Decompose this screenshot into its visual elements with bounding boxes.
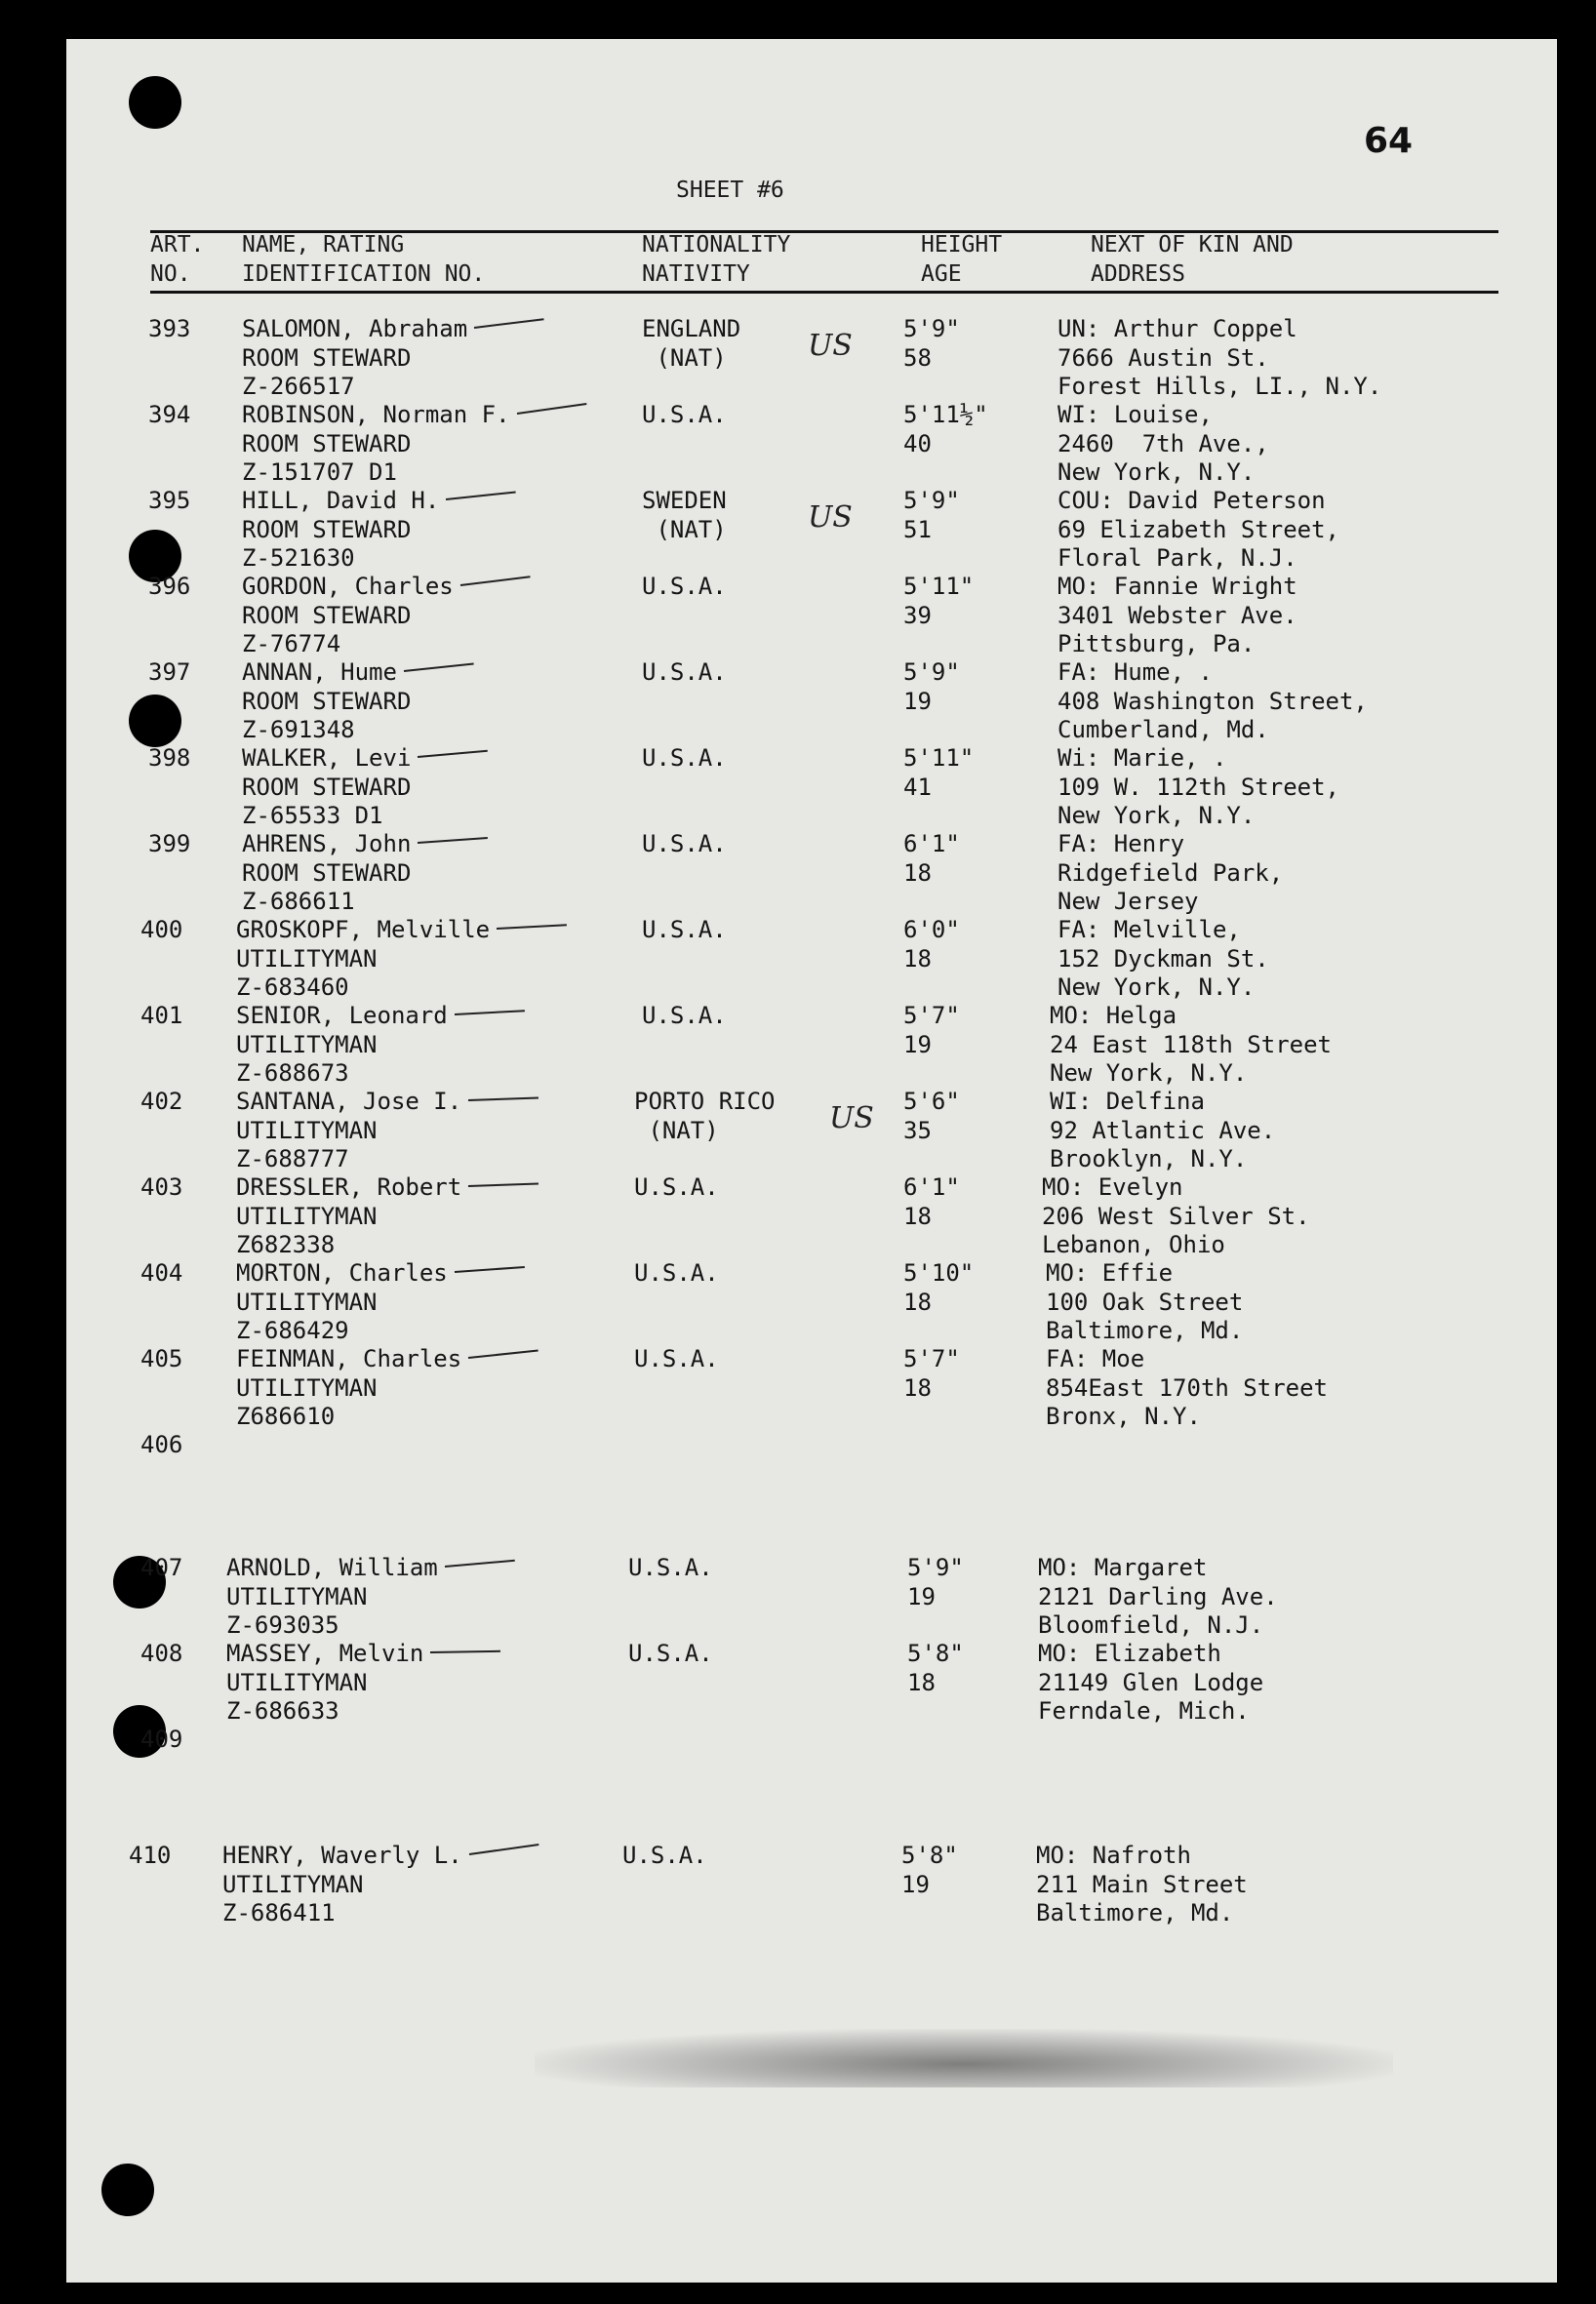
art-number: 407 [140,1554,183,1581]
col-header-next-of-kin: NEXT OF KIN AND ADDRESS [1091,232,1294,287]
page-number: 64 [1364,121,1414,161]
next-of-kin-address: FA: Moe 854East 170th Street Bronx, N.Y. [1046,1345,1328,1430]
pencil-tick-mark [474,318,544,329]
art-number: 394 [148,401,191,428]
height-age: 5'7" 19 [903,1002,960,1058]
art-number: 404 [140,1259,183,1287]
handwritten-annotation: US [808,500,853,535]
pencil-tick-mark [403,662,473,672]
pencil-tick-mark [468,1844,539,1855]
art-number: 400 [140,916,183,943]
table-row [66,315,1557,403]
table-row [66,1842,1557,1929]
handwritten-annotation: US [829,1101,874,1135]
name-rating-id: ANNAN, Hume ROOM STEWARD Z-691348 [242,658,412,743]
handwritten-annotation: US [808,329,853,363]
name-rating-id: WALKER, Levi ROOM STEWARD Z-65533 D1 [242,744,412,829]
name-rating-id: DRESSLER, Robert UTILITYMAN Z682338 [236,1173,462,1258]
art-number: 402 [140,1088,183,1115]
next-of-kin-address: MO: Effie 100 Oak Street Baltimore, Md. [1046,1259,1244,1344]
table-row [66,744,1557,832]
art-number: 409 [140,1726,183,1753]
table-row [66,1431,1557,1519]
nationality: U.S.A. [634,1345,719,1372]
art-number: 408 [140,1640,183,1667]
art-number: 399 [148,830,191,857]
col-header-nationality: NATIONALITY NATIVITY [642,232,791,287]
nationality: U.S.A. [634,1259,719,1287]
next-of-kin-address: MO: Helga 24 East 118th Street New York, N.Y. [1050,1002,1332,1087]
table-row [66,1640,1557,1728]
next-of-kin-address: WI: Delfina 92 Atlantic Ave. Brooklyn, N.Y. [1050,1088,1276,1172]
pencil-tick-mark [454,1266,524,1273]
table-row [66,1173,1557,1261]
name-rating-id: GORDON, Charles ROOM STEWARD Z-76774 [242,573,454,657]
pencil-tick-mark [454,1010,524,1015]
height-age: 5'11" 39 [903,573,975,629]
table-row [66,1002,1557,1090]
table-row [66,487,1557,575]
nationality: U.S.A. [642,830,727,857]
name-rating-id: HENRY, Waverly L. UTILITYMAN Z-686411 [222,1842,462,1927]
nationality: U.S.A. [642,744,727,772]
next-of-kin-address: MO: Margaret 2121 Darling Ave. Bloomfield, N.J. [1038,1554,1278,1639]
nationality: U.S.A. [642,916,727,943]
name-rating-id: HILL, David H. ROOM STEWARD Z-521630 [242,487,440,572]
art-number: 410 [129,1842,172,1869]
art-number: 395 [148,487,191,514]
table-row [66,658,1557,746]
art-number: 393 [148,315,191,342]
pencil-tick-mark [468,1182,539,1187]
col-header-art-no: ART. NO. [150,232,205,287]
next-of-kin-address: WI: Louise, 2460 7th Ave., New York, N.Y. [1057,401,1269,486]
punch-hole [101,2164,154,2216]
name-rating-id: FEINMAN, Charles UTILITYMAN Z686610 [236,1345,462,1430]
nationality: U.S.A. [642,658,727,686]
next-of-kin-address: MO: Evelyn 206 West Silver St. Lebanon, Ohio [1042,1173,1310,1258]
table-row [66,1259,1557,1347]
next-of-kin-address: UN: Arthur Coppel 7666 Austin St. Forest Hills, LI., N.Y. [1057,315,1382,400]
pencil-tick-mark [459,576,530,586]
table-row [66,1088,1557,1175]
col-header-name: NAME, RATING IDENTIFICATION NO. [242,232,486,287]
pencil-tick-mark [444,1560,514,1568]
height-age: 5'11" 41 [903,744,975,801]
punch-hole [129,76,181,129]
nationality: SWEDEN (NAT) [642,487,727,543]
name-rating-id: AHRENS, John ROOM STEWARD Z-686611 [242,830,412,915]
nationality: U.S.A. [628,1640,713,1667]
pencil-tick-mark [468,1096,539,1101]
name-rating-id: SANTANA, Jose I. UTILITYMAN Z-688777 [236,1088,462,1172]
pencil-tick-mark [418,750,488,758]
nationality: U.S.A. [642,401,727,428]
nationality: PORTO RICO (NAT) [634,1088,776,1144]
table-row [66,830,1557,918]
sheet-title: SHEET #6 [676,178,784,203]
table-row [66,401,1557,489]
name-rating-id: MORTON, Charles UTILITYMAN Z-686429 [236,1259,448,1344]
art-number: 398 [148,744,191,772]
nationality: U.S.A. [642,1002,727,1029]
height-age: 5'9" 58 [903,315,960,372]
next-of-kin-address: FA: Henry Ridgefield Park, New Jersey [1057,830,1284,915]
pencil-tick-mark [446,491,516,500]
pencil-tick-mark [497,924,567,930]
art-number: 403 [140,1173,183,1201]
table-row [66,916,1557,1004]
next-of-kin-address: FA: Hume, . 408 Washington Street, Cumberland, Md. [1057,658,1368,743]
table-row [66,573,1557,660]
height-age: 5'11½" 40 [903,401,988,457]
table-row [66,1726,1557,1813]
art-number: 405 [140,1345,183,1372]
next-of-kin-address: Wi: Marie, . 109 W. 112th Street, New York, N.Y. [1057,744,1339,829]
name-rating-id: SENIOR, Leonard UTILITYMAN Z-688673 [236,1002,448,1087]
nationality: U.S.A. [622,1842,707,1869]
ink-smudge [535,2029,1393,2087]
nationality: U.S.A. [628,1554,713,1581]
next-of-kin-address: MO: Elizabeth 21149 Glen Lodge Ferndale, Mich. [1038,1640,1264,1725]
height-age: 5'10" 18 [903,1259,975,1316]
height-age: 5'9" 19 [903,658,960,715]
height-age: 6'1" 18 [903,1173,960,1230]
name-rating-id: MASSEY, Melvin UTILITYMAN Z-686633 [226,1640,424,1725]
art-number: 396 [148,573,191,600]
next-of-kin-address: COU: David Peterson 69 Elizabeth Street, Floral Park, N.J. [1057,487,1339,572]
pencil-tick-mark [430,1650,500,1653]
height-age: 5'9" 51 [903,487,960,543]
document-sheet [66,39,1557,2283]
name-rating-id: ARNOLD, William UTILITYMAN Z-693035 [226,1554,438,1639]
art-number: 406 [140,1431,183,1458]
height-age: 5'8" 18 [907,1640,964,1696]
name-rating-id: GROSKOPF, Melville UTILITYMAN Z-683460 [236,916,491,1001]
pencil-tick-mark [516,403,586,415]
pencil-tick-mark [418,837,488,844]
table-row [66,1345,1557,1433]
height-age: 5'7" 18 [903,1345,960,1402]
height-age: 6'1" 18 [903,830,960,887]
nationality: U.S.A. [634,1173,719,1201]
height-age: 5'8" 19 [901,1842,958,1898]
table-row [66,1554,1557,1642]
col-header-height-age: HEIGHT AGE [921,232,1003,287]
nationality: U.S.A. [642,573,727,600]
art-number: 401 [140,1002,183,1029]
height-age: 6'0" 18 [903,916,960,973]
next-of-kin-address: MO: Nafroth 211 Main Street Baltimore, Md. [1036,1842,1248,1927]
next-of-kin-address: MO: Fannie Wright 3401 Webster Ave. Pittsburg, Pa. [1057,573,1297,657]
header-bottom-rule [150,291,1498,294]
height-age: 5'6" 35 [903,1088,960,1144]
pencil-tick-mark [468,1349,539,1359]
nationality: ENGLAND (NAT) [642,315,741,372]
art-number: 397 [148,658,191,686]
height-age: 5'9" 19 [907,1554,964,1610]
name-rating-id: ROBINSON, Norman F. ROOM STEWARD Z-151707 D1 [242,401,510,486]
name-rating-id: SALOMON, Abraham ROOM STEWARD Z-266517 [242,315,468,400]
next-of-kin-address: FA: Melville, 152 Dyckman St. New York, N.Y. [1057,916,1269,1001]
